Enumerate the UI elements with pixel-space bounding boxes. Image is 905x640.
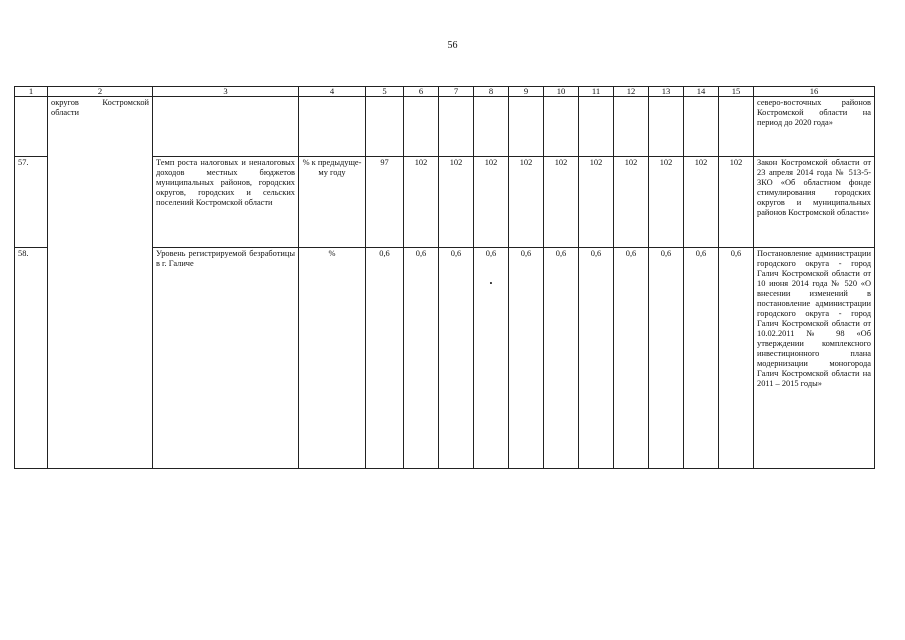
- row-number: 57.: [15, 157, 48, 248]
- value-cell: [614, 97, 649, 157]
- value-cell: 0,6: [439, 248, 474, 469]
- unit-cell: %: [299, 248, 366, 469]
- value-cell: 102: [684, 157, 719, 248]
- value-cell: [474, 97, 509, 157]
- value-cell: [719, 97, 754, 157]
- value-cell: 102: [544, 157, 579, 248]
- header-cell: 1: [15, 87, 48, 97]
- basis-cell: северо-восточных районов Костромской области на период до 2020 года»: [754, 97, 875, 157]
- value-cell: [579, 97, 614, 157]
- value-cell: 0,6: [366, 248, 404, 469]
- header-cell: 16: [754, 87, 875, 97]
- value-cell: 0,6: [649, 248, 684, 469]
- value-cell: 102: [509, 157, 544, 248]
- value-cell: [544, 97, 579, 157]
- dot-mark: •: [489, 279, 493, 288]
- header-cell: 13: [649, 87, 684, 97]
- value-cell: 102: [579, 157, 614, 248]
- row-number: 58.: [15, 248, 48, 469]
- header-cell: 10: [544, 87, 579, 97]
- header-cell: 12: [614, 87, 649, 97]
- header-cell: 11: [579, 87, 614, 97]
- unit-cell: [299, 97, 366, 157]
- value-text: 0,6: [485, 249, 497, 258]
- value-cell: 0,6: [544, 248, 579, 469]
- header-cell: 7: [439, 87, 474, 97]
- value-cell: [509, 97, 544, 157]
- value-cell: 102: [474, 157, 509, 248]
- basis-cell: Постановление администрации городского округа - город Галич Костромской области от 10 июня 2014 года № 520 «О внесении изменений в постановление администрации городского округа - город Галич Костромской области от 10.02.2011 № 98 «Об утверждении комплексного инвестиционного плана модернизации моногорода Галич Костромской области на 2011 – 2015 годы»: [754, 248, 875, 469]
- header-cell: 3: [153, 87, 299, 97]
- indicators-table: [14, 86, 875, 469]
- indicator-cell: [153, 97, 299, 157]
- value-cell: 0,6: [614, 248, 649, 469]
- value-cell: [366, 97, 404, 157]
- value-cell: 102: [614, 157, 649, 248]
- header-cell: 4: [299, 87, 366, 97]
- value-cell: 0,6: [579, 248, 614, 469]
- value-cell: [684, 97, 719, 157]
- value-cell: [439, 97, 474, 157]
- header-cell: 14: [684, 87, 719, 97]
- value-cell: [649, 97, 684, 157]
- header-cell: 15: [719, 87, 754, 97]
- table-row-continued: [15, 97, 875, 157]
- value-cell: 102: [719, 157, 754, 248]
- header-cell: 2: [48, 87, 153, 97]
- value-cell: 102: [404, 157, 439, 248]
- page-number: 56: [447, 40, 458, 51]
- value-cell: 0,6: [509, 248, 544, 469]
- value-cell-with-dot: [474, 248, 509, 469]
- value-cell: 102: [439, 157, 474, 248]
- header-cell: 9: [509, 87, 544, 97]
- row-number-cell: [15, 97, 48, 157]
- basis-cell: Закон Костромской области от 23 апреля 2014 года № 513-5-ЗКО «Об областном фонде стимулирования городских округов и муниципальных районов Костромской области»: [754, 157, 875, 248]
- value-cell: 102: [649, 157, 684, 248]
- header-cell: 6: [404, 87, 439, 97]
- value-cell: 0,6: [684, 248, 719, 469]
- unit-cell: % к предыдуще-му году: [299, 157, 366, 248]
- header-cell: 5: [366, 87, 404, 97]
- header-row: [15, 87, 875, 97]
- value-cell: 97: [366, 157, 404, 248]
- value-cell: 0,6: [404, 248, 439, 469]
- value-cell: [404, 97, 439, 157]
- program-name-cell: округов Костромской области: [48, 97, 153, 469]
- value-cell: 0,6: [719, 248, 754, 469]
- indicator-cell: Темп роста налоговых и неналоговых доходов местных бюджетов муниципальных районов, городских округов, городских и сельских поселений Костромской области: [153, 157, 299, 248]
- indicator-cell: Уровень регистрируемой безработицы в г. Галиче: [153, 248, 299, 469]
- header-cell: 8: [474, 87, 509, 97]
